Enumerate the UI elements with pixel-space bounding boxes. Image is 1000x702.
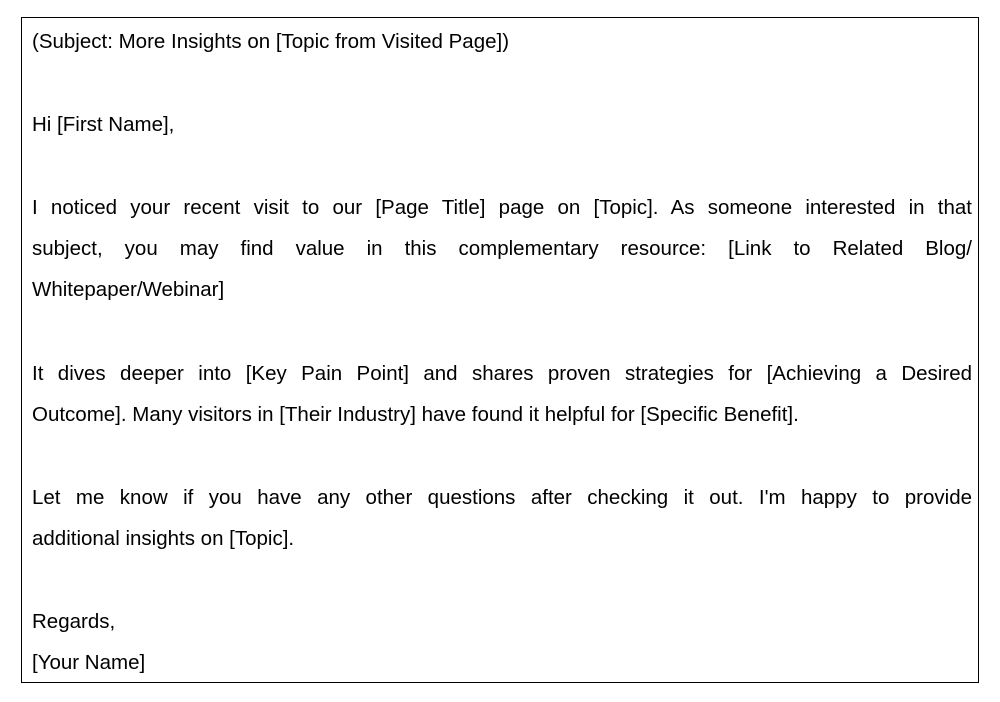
paragraph-1-line-1: I noticed your recent visit to our [Page Title] page on [Topic]. As someone interested in that: [32, 196, 972, 219]
greeting: Hi [First Name],: [32, 113, 175, 136]
paragraph-1-line-2: subject, you may find value in this complementary resource: [Link to Related Blog/: [32, 237, 972, 260]
paragraph-2-line-1: It dives deeper into [Key Pain Point] and shares proven strategies for [Achieving a Desired: [32, 362, 972, 385]
closing: Regards,: [32, 610, 116, 633]
email-template-box: [21, 17, 979, 683]
subject-line: (Subject: More Insights on [Topic from Visited Page]): [32, 30, 510, 53]
paragraph-3-line-1: Let me know if you have any other questions after checking it out. I'm happy to provide: [32, 486, 972, 509]
paragraph-3-line-2: additional insights on [Topic].: [32, 527, 295, 550]
signature: [Your Name]: [32, 651, 146, 674]
paragraph-2-line-2: Outcome]. Many visitors in [Their Industry] have found it helpful for [Specific Benefit].: [32, 403, 799, 426]
paragraph-1-line-3: Whitepaper/Webinar]: [32, 278, 225, 301]
